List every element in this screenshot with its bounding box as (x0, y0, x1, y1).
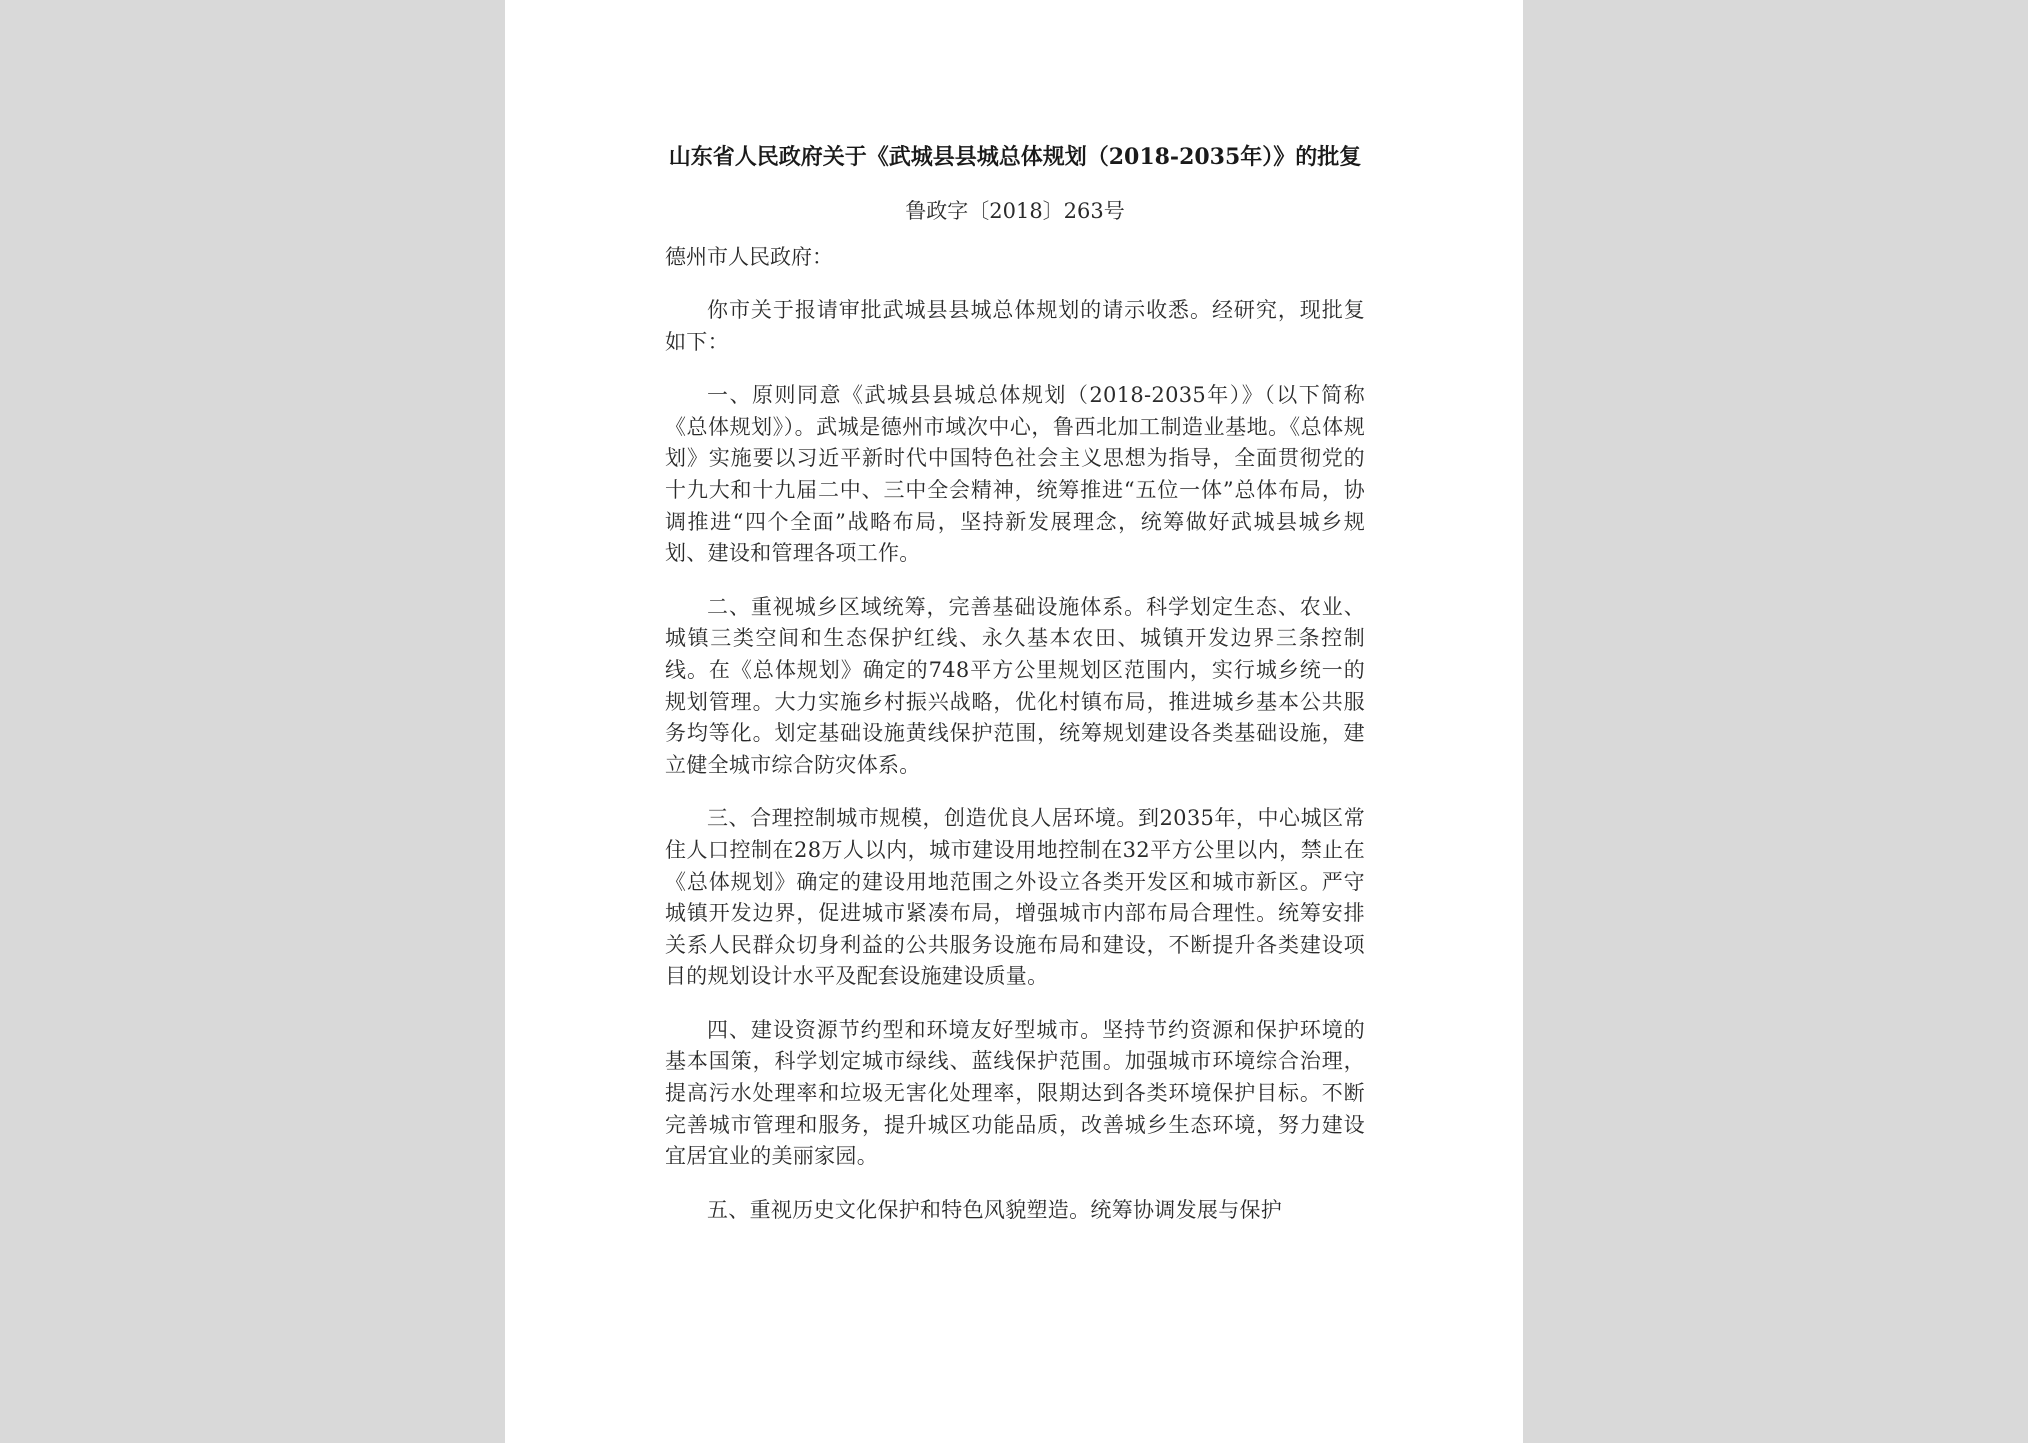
paragraph-5: 五、重视历史文化保护和特色风貌塑造。统筹协调发展与保护 (707, 1197, 1283, 1222)
paragraph-2: 二、重视城乡区域统筹，完善基础设施体系。科学划定生态、农业、城镇三类空间和生态保护红线、永久基本农田、城镇开发边界三条控制线。在《总体规划》确定的748平方公里规划区范围内，实行城乡统一的规划管理。大力实施乡村振兴战略，优化村镇布局，推进城乡基本公共服务均等化。划定基础设施黄线保护范围，统筹规划建设各类基础设施，建立健全城市综合防灾体系。 (665, 594, 1365, 777)
paragraph-4: 四、建设资源节约型和环境友好型城市。坚持节约资源和保护环境的基本国策，科学划定城市绿线、蓝线保护范围。加强城市环境综合治理，提高污水处理率和垃圾无害化处理率，限期达到各类环境保护目标。不断完善城市管理和服务，提升城区功能品质，改善城乡生态环境，努力建设宜居宜业的美丽家园。 (665, 1017, 1365, 1169)
paragraph-1: 一、原则同意《武城县县城总体规划（2018-2035年）》（以下简称《总体规划》）。武城是德州市域次中心，鲁西北加工制造业基地。《总体规划》实施要以习近平新时代中国特色社会主义思想为指导，全面贯彻党的十九大和十九届二中、三中全会精神，统筹推进“五位一体”总体布局，协调推进“四个全面”战略布局，坚持新发展理念，统筹做好武城县城乡规划、建设和管理各项工作。 (665, 383, 1365, 566)
addressee: 德州市人民政府： (665, 245, 833, 269)
document-content (665, 140, 1365, 1248)
document-number: 鲁政字〔2018〕263号 (905, 199, 1125, 223)
paragraph-3: 三、合理控制城市规模，创造优良人居环境。到2035年，中心城区常住人口控制在28万人以内，城市建设用地控制在32平方公里以内，禁止在《总体规划》确定的建设用地范围之外设立各类开发区和城市新区。严守城镇开发边界，促进城市紧凑布局，增强城市内部布局合理性。统筹安排关系人民群众切身利益的公共服务设施布局和建设，不断提升各类建设项目的规划设计水平及配套设施建设质量。 (665, 806, 1365, 989)
paragraph-intro: 你市关于报请审批武城县县城总体规划的请示收悉。经研究，现批复如下： (665, 298, 1365, 354)
document-title: 山东省人民政府关于《武城县县城总体规划（2018-2035年）》的批复 (668, 144, 1362, 170)
document-page (505, 0, 1523, 1443)
